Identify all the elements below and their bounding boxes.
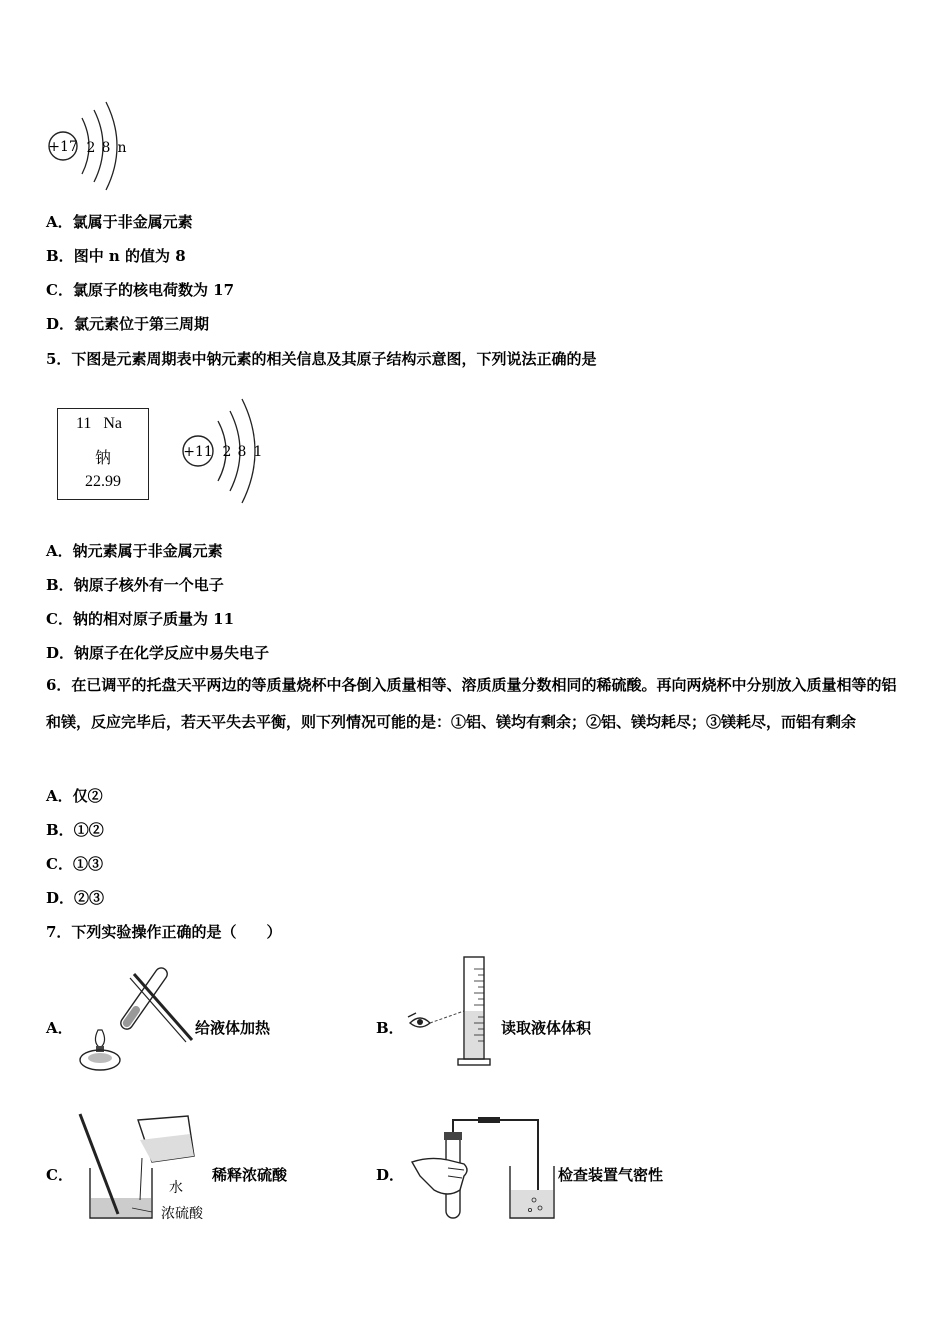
sodium-atom-diagram: [178, 395, 278, 505]
nucleus-label: +17: [48, 139, 78, 155]
q5-option-d[interactable]: [46, 642, 269, 663]
q6-option-b[interactable]: [46, 819, 104, 840]
option-text: ①②: [73, 821, 104, 839]
q5-option-a[interactable]: [46, 540, 223, 561]
shell-3-electrons: n: [117, 140, 127, 156]
q6-option-d[interactable]: [46, 887, 104, 908]
q7-option-c-caption: 稀释浓硫酸: [212, 1166, 288, 1184]
shell-3-electrons: 1: [253, 444, 263, 460]
q7-option-b-letter[interactable]: B．: [376, 1019, 404, 1037]
element-symbol: Na: [103, 415, 123, 432]
option-letter: D．: [46, 889, 75, 907]
heating-liquid-illustration: [74, 960, 194, 1072]
option-letter: A．: [46, 542, 73, 560]
option-text: 氯原子的核电荷数为 17: [72, 281, 235, 299]
shell-1-electrons: 2: [222, 444, 232, 460]
shell-2-electrons: 8: [101, 140, 111, 156]
option-letter: C．: [46, 281, 73, 299]
option-text: 钠原子核外有一个电子: [73, 576, 224, 594]
q4-option-a[interactable]: [46, 211, 193, 232]
option-text: 图中 n 的值为 8: [73, 247, 186, 265]
option-letter: B．: [46, 247, 74, 265]
option-letter: D．: [46, 644, 75, 662]
option-text: 氯元素位于第三周期: [74, 315, 210, 333]
option-letter: A．: [46, 787, 73, 805]
option-text: 仅②: [72, 787, 103, 805]
option-letter: D．: [46, 315, 75, 333]
q4-option-c[interactable]: [46, 279, 234, 300]
acid-label: 浓硫酸: [161, 1206, 203, 1222]
cell-number-symbol: [54, 415, 144, 433]
option-letter: C．: [46, 610, 73, 628]
reading-volume-illustration: [402, 955, 502, 1070]
option-letter: C．: [46, 855, 73, 873]
option-text: 钠原子在化学反应中易失电子: [74, 644, 270, 662]
q6-stem: 6．在已调平的托盘天平两边的等质量烧杯中各倒入质量相等、溶质质量分数相同的稀硫酸。再向两烧杯中分别放入质量相等的铝和镁，反应完毕后，若天平失去平衡，则下列情况可能的是：①铝、镁均有剩余；②铝、镁均耗尽；③镁耗尽，而铝有剩余: [46, 676, 897, 731]
q5-option-c[interactable]: [46, 608, 234, 629]
q7-option-d-letter[interactable]: D．: [376, 1166, 405, 1184]
water-label: 水: [169, 1180, 183, 1196]
q4-option-b[interactable]: [46, 245, 186, 266]
periodic-table-cell: [57, 408, 149, 500]
chlorine-atom-diagram: [44, 100, 144, 195]
shell-1-electrons: 2: [86, 140, 96, 156]
q5-option-b[interactable]: [46, 574, 224, 595]
option-letter: A．: [46, 213, 73, 231]
option-text: 氯属于非金属元素: [72, 213, 193, 231]
atomic-number: 11: [75, 415, 92, 432]
option-letter: B．: [46, 576, 74, 594]
atomic-mass: 22.99: [85, 473, 121, 490]
option-text: 钠的相对原子质量为 11: [72, 610, 235, 628]
q7-option-b-caption: 读取液体体积: [501, 1019, 592, 1037]
q7-option-d-caption: 检查装置气密性: [558, 1166, 664, 1184]
q5-stem: 5．下图是元素周期表中钠元素的相关信息及其原子结构示意图，下列说法正确的是: [46, 350, 597, 368]
shell-2-electrons: 8: [237, 444, 247, 460]
q4-option-d[interactable]: [46, 313, 209, 334]
airtightness-check-illustration: [408, 1110, 558, 1222]
q6-option-c[interactable]: [46, 853, 103, 874]
option-text: 钠元素属于非金属元素: [72, 542, 223, 560]
q7-option-c-letter[interactable]: C．: [46, 1166, 73, 1184]
option-text: ①③: [72, 855, 103, 873]
diluting-acid-illustration: [72, 1110, 212, 1225]
q7-option-a-letter[interactable]: A．: [46, 1019, 73, 1037]
option-text: ②③: [74, 889, 105, 907]
element-name: 钠: [94, 448, 111, 467]
option-letter: B．: [46, 821, 74, 839]
nucleus-label: +11: [183, 444, 213, 460]
q7-stem: 7．下列实验操作正确的是（ ）: [46, 923, 282, 941]
q7-option-a-caption: 给液体加热: [195, 1019, 271, 1037]
q6-option-a[interactable]: [46, 785, 103, 806]
